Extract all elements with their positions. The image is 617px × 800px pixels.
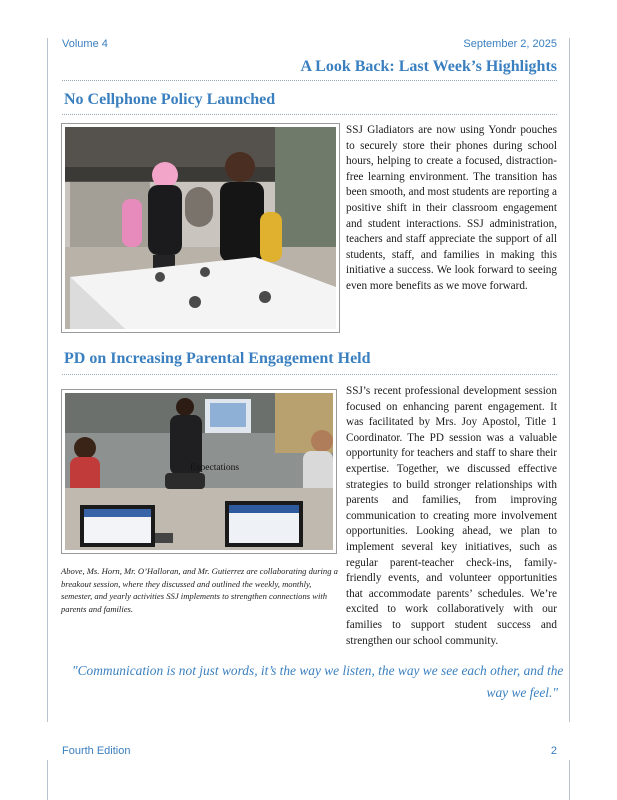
frame-right-top bbox=[569, 38, 570, 722]
frame-left-bottom bbox=[47, 760, 48, 800]
quote-line-1: "Communication is not just words, it’s the way we listen, the way we see each other, and the bbox=[72, 663, 564, 678]
cellphone-photo-image bbox=[65, 127, 336, 329]
section1-divider bbox=[62, 114, 557, 115]
volume-label: Volume 4 bbox=[62, 38, 108, 50]
edition-label: Fourth Edition bbox=[62, 745, 131, 757]
photo-overlay-label: Expectations bbox=[190, 463, 240, 473]
cellphone-photo bbox=[61, 123, 340, 333]
section2-body: SSJ’s recent professional development session focused on enhancing parent engagement. It was facilitated by Mrs. Joy Apostol, Title 1 Coordinator. The PD session was a valuable opportunity for teachers and staff to share their expertise. Together, we discussed effective strategies to build stronger relationships with parents and families, from improving communication to creating more involvement opportunities. Looking ahead, we plan to implement several key initiatives, such as regular parent-teacher check-ins, family-friendly events, and volunteer opportunities that accommodate parents’ schedules. We’re excited to work collaboratively with our families to support student success and strengthen our school community. bbox=[346, 385, 557, 647]
page-title: A Look Back: Last Week’s Highlights bbox=[300, 58, 557, 75]
section2-heading: PD on Increasing Parental Engagement Held bbox=[64, 350, 371, 367]
section1-body: SSJ Gladiators are now using Yondr pouches to securely store their phones during school hours, helping to create a focused, distraction-free learning environment. The transition has been smooth, and most students are reporting a positive shift in their classroom engagement and student interactions. SSJ administration, teachers and staff appreciate the support of all students, staff, and families in making this initiative a success. We look forward to seeing even more benefits as we move forward. bbox=[346, 124, 557, 292]
pull-quote bbox=[72, 660, 564, 704]
quote-line-2: way we feel." bbox=[486, 685, 558, 700]
section2-divider bbox=[62, 374, 557, 375]
frame-left-top bbox=[47, 38, 48, 722]
title-divider bbox=[62, 80, 557, 81]
frame-right-bottom bbox=[569, 760, 570, 800]
page-number: 2 bbox=[550, 745, 557, 757]
issue-date: September 2, 2025 bbox=[463, 38, 557, 50]
photo-caption: Above, Ms. Horn, Mr. O’Halloran, and Mr. Gutierrez are collaborating during a breakout session, where they discussed and outlined the weekly, monthly, semester, and yearly activities SSJ implements to strengthen connections with parents and families. bbox=[61, 566, 338, 614]
section1-heading: No Cellphone Policy Launched bbox=[64, 91, 276, 108]
